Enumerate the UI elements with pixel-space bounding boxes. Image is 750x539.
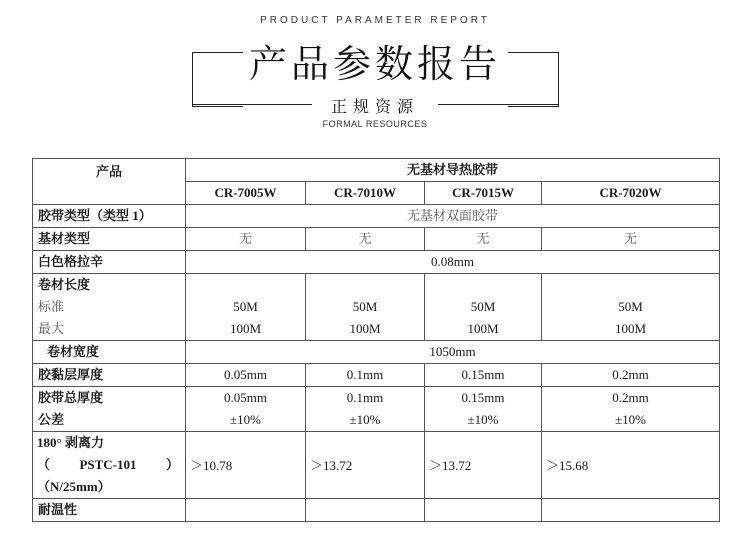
table-row — [33, 387, 720, 432]
peel-strength-label — [33, 432, 186, 499]
row-label: 公差 — [38, 412, 65, 427]
page-title: 产品参数报告 — [248, 42, 501, 86]
cell: ＞10.78 — [186, 432, 306, 499]
value: 0.2mm — [612, 390, 649, 405]
product-header: 产品 — [33, 159, 186, 205]
row-label: 卷材宽度 — [33, 341, 186, 364]
model-header: CR-7020W — [542, 182, 720, 205]
cell — [542, 499, 720, 522]
row-label: 胶带类型（类型 1） — [33, 205, 186, 228]
value: 50M — [352, 299, 378, 314]
cell — [425, 387, 542, 432]
table-row — [33, 159, 720, 182]
row-label: 白色格拉辛 — [33, 251, 186, 274]
liner-value: 0.08mm — [186, 251, 720, 274]
value: 50M — [618, 299, 643, 314]
cell: 0.1mm — [306, 364, 425, 387]
cell — [306, 274, 425, 341]
row-label: 胶带总厚度 — [38, 390, 104, 405]
table-row — [33, 499, 720, 522]
subtitle: 正规资源 — [330, 97, 419, 116]
roll-length-labels — [33, 274, 186, 341]
cell — [186, 499, 306, 522]
table-row — [33, 205, 720, 228]
cell: ＞13.72 — [306, 432, 425, 499]
thickness-labels — [33, 387, 186, 432]
cell: 无 — [542, 228, 720, 251]
table-row — [33, 432, 720, 499]
cell: 无 — [306, 228, 425, 251]
value: 0.05mm — [224, 390, 267, 405]
value: ±10% — [349, 412, 381, 427]
english-subtitle: FORMAL RESOURCES — [322, 119, 428, 129]
cell — [306, 499, 425, 522]
cell: ＞15.68 — [542, 432, 720, 499]
row-label: （N/25mm） — [37, 479, 111, 494]
value: 0.1mm — [346, 390, 384, 405]
tape-type-value: 无基材双面胶带 — [186, 205, 720, 228]
cell: ＞13.72 — [425, 432, 542, 499]
row-sublabel: 标准 — [38, 299, 65, 314]
cell — [186, 274, 306, 341]
value: 100M — [614, 321, 647, 336]
row-label: 180° 剥离力 — [37, 435, 104, 450]
cell: 0.05mm — [186, 364, 306, 387]
value: 50M — [233, 299, 258, 314]
value: 100M — [467, 321, 499, 336]
cell — [306, 387, 425, 432]
cell: 无 — [186, 228, 306, 251]
row-label: PSTC-101 — [79, 457, 137, 472]
cell — [542, 274, 720, 341]
table-row — [33, 251, 720, 274]
table-row — [33, 341, 720, 364]
row-label: 胶黏层厚度 — [33, 364, 186, 387]
table-row — [33, 364, 720, 387]
model-header: CR-7015W — [425, 182, 542, 205]
model-header: CR-7005W — [186, 182, 306, 205]
value: 100M — [229, 321, 262, 336]
cell — [542, 387, 720, 432]
cell — [425, 499, 542, 522]
cell — [186, 387, 306, 432]
row-sublabel: 最大 — [38, 321, 65, 336]
parameter-table — [32, 158, 720, 522]
table-row — [33, 228, 720, 251]
cell — [425, 274, 542, 341]
value: ±10% — [615, 412, 646, 427]
english-title: PRODUCT PARAMETER REPORT — [260, 15, 490, 26]
value: ±10% — [467, 412, 499, 427]
row-label: （ — [37, 457, 51, 472]
report-header — [0, 0, 750, 140]
row-label: 耐温性 — [33, 499, 186, 522]
cell: 0.2mm — [542, 364, 720, 387]
row-label: ） — [165, 457, 179, 472]
cell: 无 — [425, 228, 542, 251]
roll-width-value: 1050mm — [186, 341, 720, 364]
model-header: CR-7010W — [306, 182, 425, 205]
value: ±10% — [230, 412, 261, 427]
row-label: 基材类型 — [33, 228, 186, 251]
value: 100M — [349, 321, 381, 336]
cell: 0.15mm — [425, 364, 542, 387]
value: 0.15mm — [461, 390, 505, 405]
value: 50M — [470, 299, 496, 314]
table-row — [33, 274, 720, 341]
product-group-header: 无基材导热胶带 — [186, 159, 720, 182]
row-label: 卷材长度 — [38, 277, 91, 292]
